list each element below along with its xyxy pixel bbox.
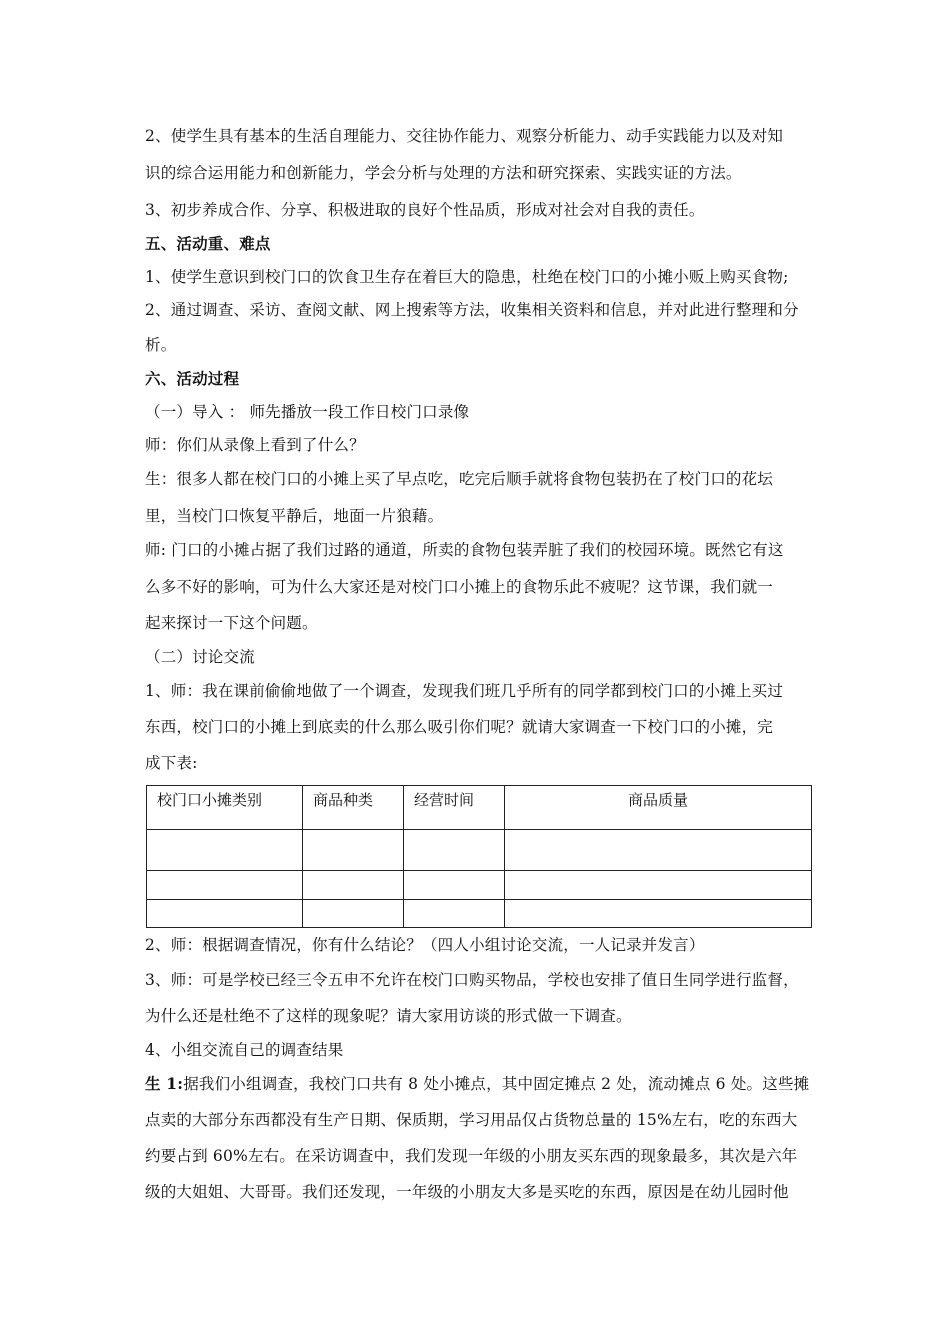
item-3-line-b: 为什么还是杜绝不了这样的现象呢？请大家用访谈的形式做一下调查。: [145, 1007, 632, 1025]
student-1-line-c: 约要占到 60%左右。在采访调查中，我们发现一年级的小朋友买东西的现象最多，其次是六年: [145, 1147, 798, 1165]
survey-table: [146, 785, 812, 928]
item-1-line-c: 成下表:: [145, 754, 198, 772]
teacher-remark-line-c: 起来探讨一下这个问题。: [145, 614, 318, 632]
table-header-row: [147, 786, 812, 830]
student-answer-line-a: 生：很多人都在校门口的小摊上买了早点吃，吃完后顺手就将食物包装扔在了校门口的花坛: [145, 470, 774, 488]
teacher-remark-line-b: 么多不好的影响，可为什么大家还是对校门口小摊上的食物乐此不疲呢？这节课，我们就一: [145, 578, 774, 596]
section-5-heading: 五、活动重、难点: [145, 235, 271, 253]
teacher-remark-line-a: 师: 门口的小摊占据了我们过路的通道，所卖的食物包装弄脏了我们的校园环境。既然它有这: [145, 541, 784, 559]
focus-2-line-a: 2、通过调查、采访、查阅文献、网上搜索等方法，收集相关资料和信息，并对此进行整理和分: [145, 301, 799, 319]
table-header-cell: 商品种类: [303, 786, 404, 830]
student-1-line-d: 级的大姐姐、大哥哥。我们还发现，一年级的小朋友大多是买吃的东西，原因是在幼儿园时他: [145, 1183, 789, 1201]
part-1-title: （一）导入 ： 师先播放一段工作日校门口录像: [145, 403, 470, 421]
student-1-line-a: [145, 1073, 820, 1095]
goal-3: 3、初步养成合作、分享、积极进取的良好个性品质，形成对社会对自我的责任。: [145, 201, 705, 219]
goal-2-line-a: 2、使学生具有基本的生活自理能力、交往协作能力、观察分析能力、动手实践能力以及对知: [145, 127, 784, 145]
table-row: [147, 830, 812, 871]
student-1-line-b: 点卖的大部分东西都没有生产日期、保质期，学习用品仅占货物总量的 15%左右，吃的东西大: [145, 1111, 798, 1129]
table-header-cell: 校门口小摊类别: [147, 786, 303, 830]
student-answer-line-b: 里，当校门口恢复平静后，地面一片狼藉。: [145, 507, 444, 525]
table-row: [147, 900, 812, 928]
table-header-cell: 商品质量: [505, 786, 812, 830]
focus-1: 1、使学生意识到校门口的饮食卫生存在着巨大的隐患，杜绝在校门口的小摊小贩上购买食物;: [145, 268, 789, 286]
table-header-cell: 经营时间: [404, 786, 505, 830]
student-1-text-a: 据我们小组调查，我校门口共有 8 处小摊点，其中固定摊点 2 处，流动摊点 6 处。这些摊: [183, 1075, 810, 1093]
goal-2-line-b: 识的综合运用能力和创新能力，学会分析与处理的方法和研究探索、实践实证的方法。: [145, 164, 742, 182]
section-6-heading: 六、活动过程: [145, 370, 240, 388]
part-2-title: （二）讨论交流: [145, 648, 255, 666]
item-4: 4、小组交流自己的调查结果: [145, 1041, 344, 1059]
item-2: 2、师：根据调查情况，你有什么结论？（四人小组讨论交流，一人记录并发言）: [145, 936, 705, 954]
item-3-line-a: 3、师：可是学校已经三令五申不允许在校门口购买物品，学校也安排了值日生同学进行监督，: [145, 971, 799, 989]
student-1-label: 生 1:: [145, 1074, 184, 1093]
teacher-question: 师：你们从录像上看到了什么？: [145, 436, 365, 454]
focus-2-line-b: 析。: [145, 336, 177, 354]
item-1-line-a: 1、师：我在课前偷偷地做了一个调查，发现我们班几乎所有的同学都到校门口的小摊上买过: [145, 682, 784, 700]
item-1-line-b: 东西，校门口的小摊上到底卖的什么那么吸引你们呢？就请大家调查一下校门口的小摊，完: [145, 718, 774, 736]
table-row: [147, 871, 812, 900]
